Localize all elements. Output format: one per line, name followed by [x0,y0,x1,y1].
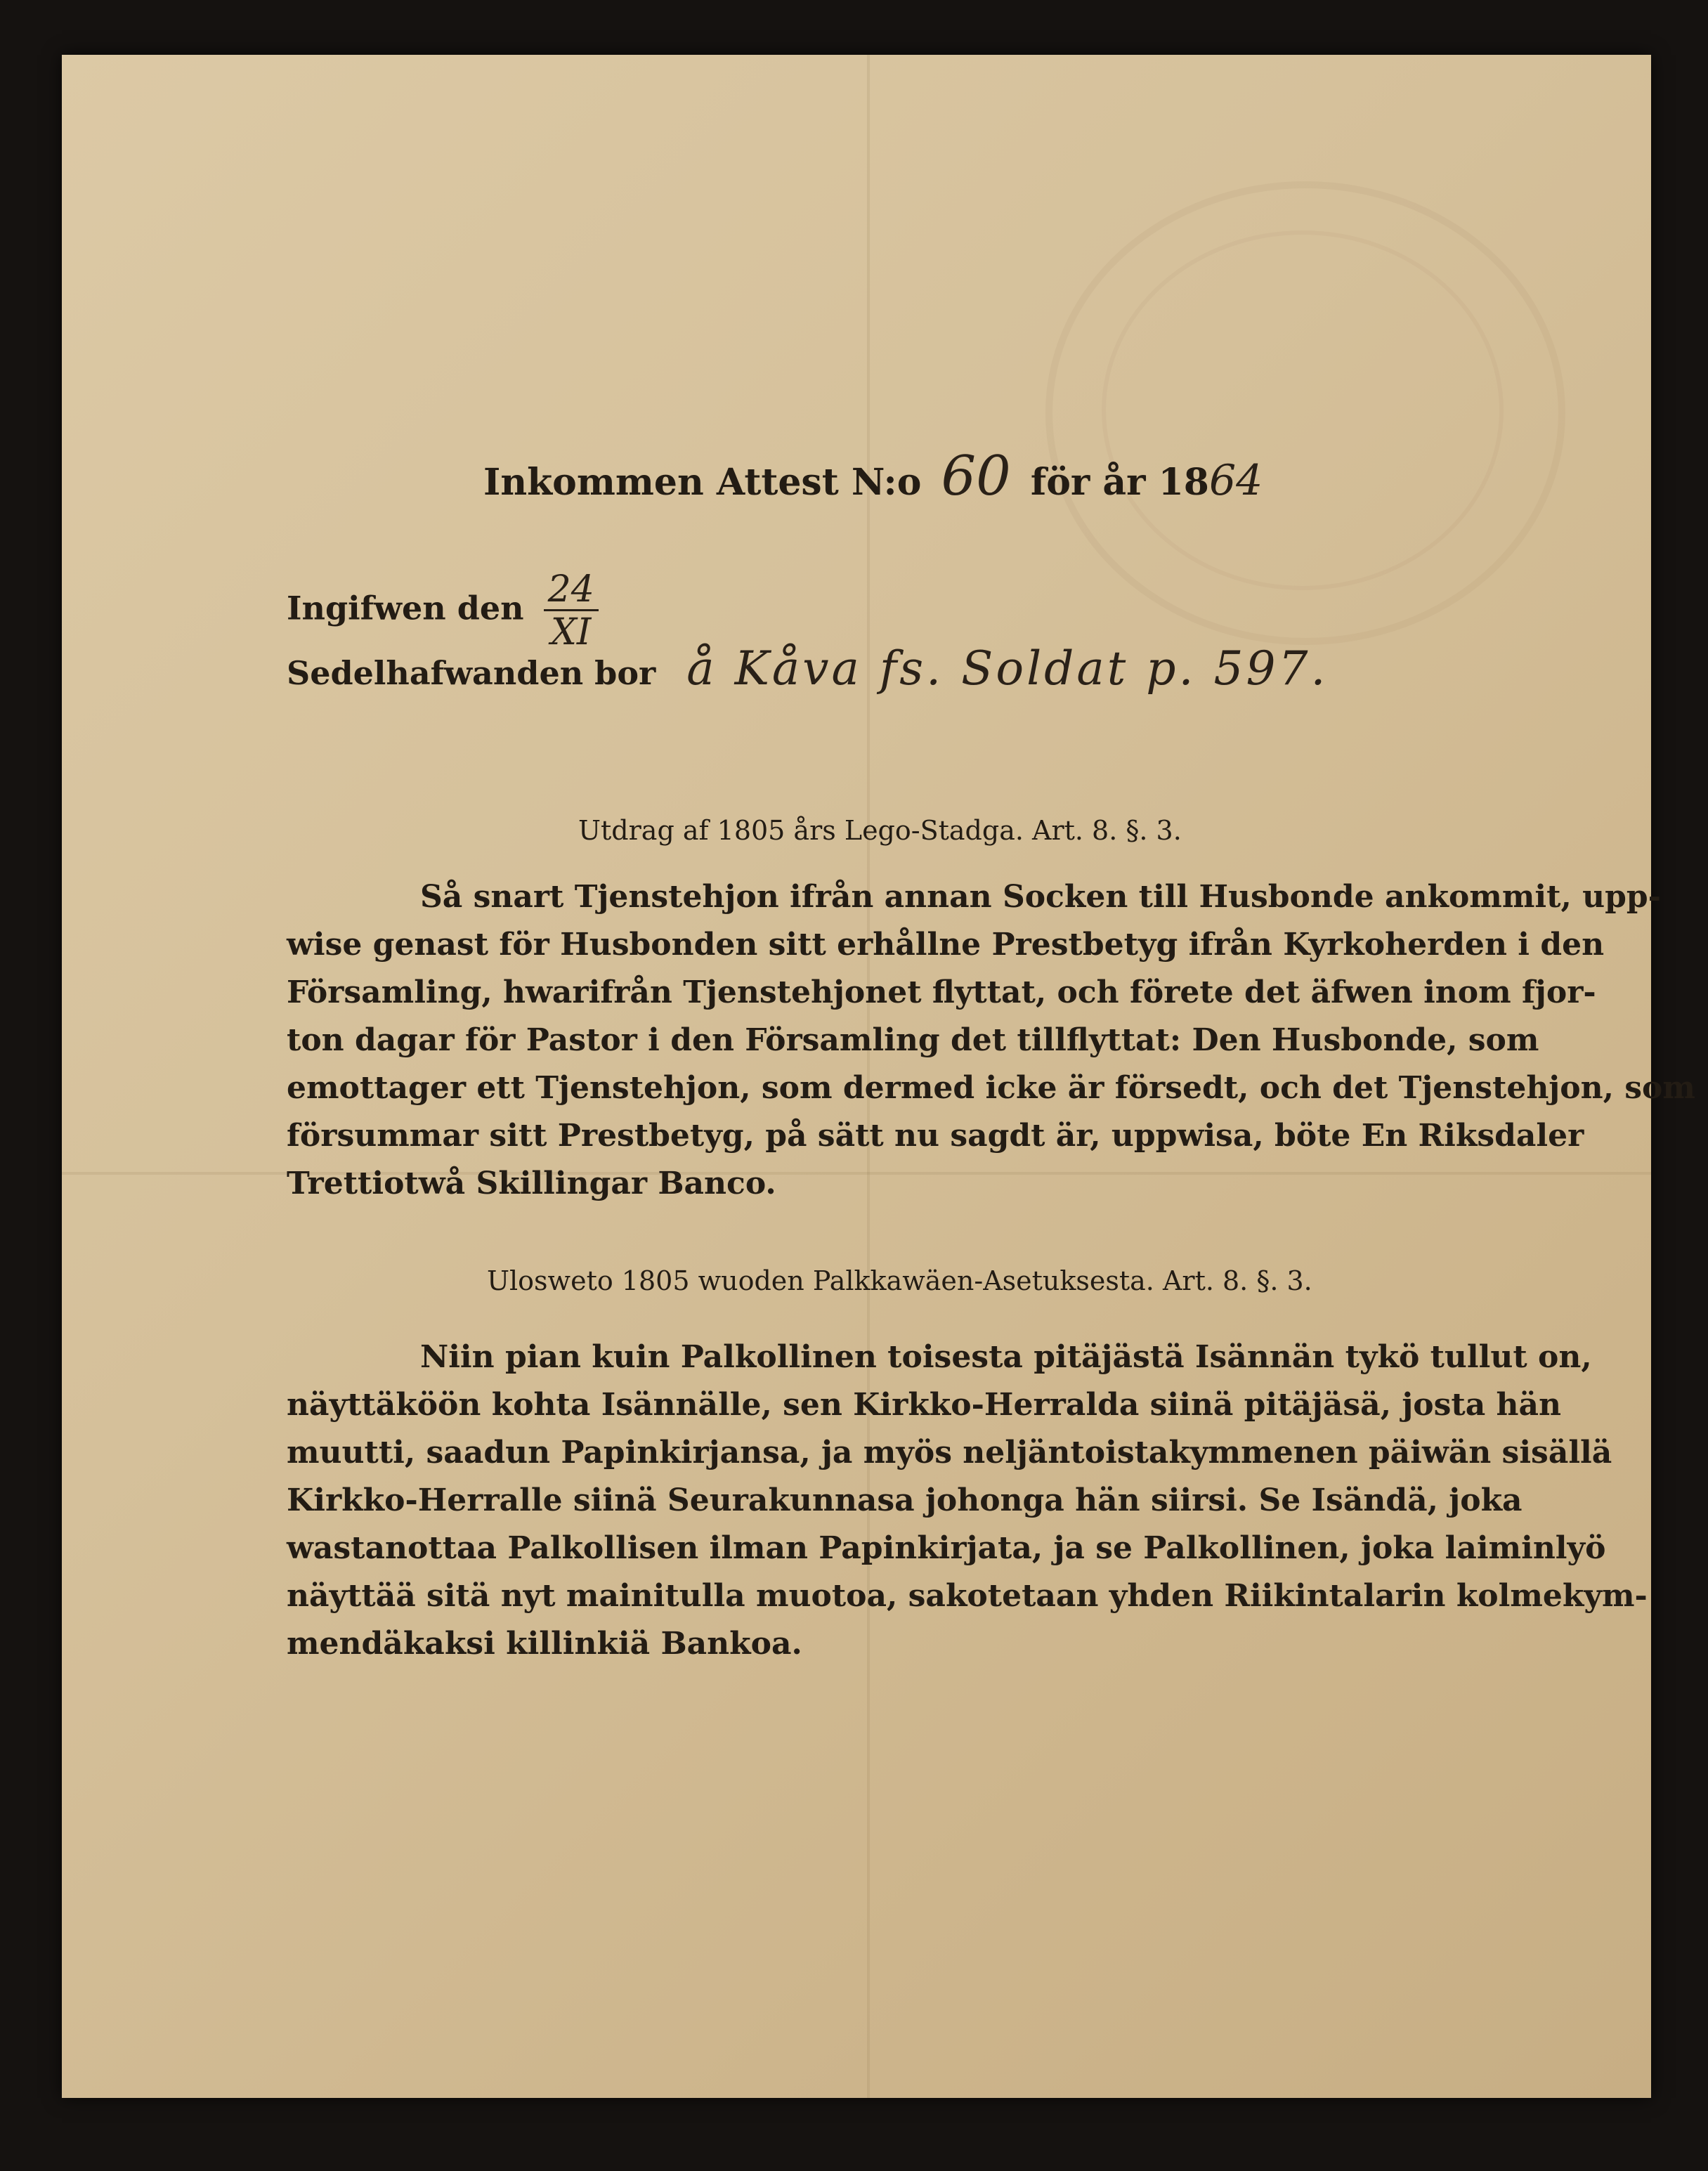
finnish-heading: Ulosweto 1805 wuoden Palkkawäen-Asetuksesta. Art. 8. §. 3. [487,1265,1312,1296]
sv-line: Trettiotwå Skillingar Banco. [287,1166,776,1201]
fi-line: mendäkaksi killinkiä Bankoa. [287,1626,802,1662]
title-prefix: Inkommen Attest N:o [483,461,922,504]
title-middle: för år 18 [1030,461,1209,504]
sv-line: wise genast för Husbonden sitt erhållne Prestbetyg ifrån Kyrkoherden i den [287,927,1605,963]
ingifwen-line [287,568,599,653]
ingifwen-date [544,568,599,653]
fi-line: näyttäköön kohta Isännälle, sen Kirkko-Herralda siinä pitäjäsä, josta hän [287,1387,1562,1423]
ingifwen-month: XI [550,611,592,653]
sv-line: ton dagar för Pastor i den Församling det tillflyttat: Den Husbonde, som [287,1022,1539,1058]
swedish-paragraph [287,873,1695,1208]
fi-line: wastanottaa Palkollisen ilman Papinkirjata, ja se Palkollinen, joka laiminlyö [287,1530,1606,1566]
document-page [62,55,1695,2098]
sv-line: försummar sitt Prestbetyg, på sätt nu sagdt är, uppwisa, böte En Riksdaler [287,1118,1584,1154]
title-number: 60 [941,445,1011,508]
sv-line: Församling, hwarifrån Tjenstehjonet flyttat, och förete det äfwen inom fjor- [287,974,1596,1010]
seal-inner-ring [1102,230,1504,590]
sedel-label: Sedelhafwanden bor [287,654,656,692]
ingifwen-label: Ingifwen den [287,589,524,627]
sv-line: emottager ett Tjenstehjon, som dermed icke är försedt, och det Tjenstehjon, som [287,1070,1695,1106]
fi-line: näyttää sitä nyt mainitulla muotoa, sakotetaan yhden Riikintalarin kolmekym- [287,1578,1648,1614]
fi-line: Niin pian kuin Palkollinen toisesta pitäjästä Isännän tykö tullut on, [420,1339,1592,1375]
finnish-paragraph [287,1334,1648,1668]
certificate-title [483,445,1326,508]
faded-seal-impression [1045,181,1565,645]
title-year-suffix: 64 [1208,456,1263,505]
sedel-value: å Kåva fs. Soldat p. 597. [686,641,1329,696]
ingifwen-day: 24 [544,571,599,611]
swedish-heading: Utdrag af 1805 års Lego-Stadga. Art. 8. §. 3. [578,815,1182,846]
fi-line: muutti, saadun Papinkirjansa, ja myös neljäntoistakymmenen päiwän sisällä [287,1435,1612,1471]
sedelhafwanden-line [287,641,1328,696]
fi-line: Kirkko-Herralle siinä Seurakunnasa johonga hän siirsi. Se Isändä, joka [287,1482,1523,1518]
sv-line: Så snart Tjenstehjon ifrån annan Socken till Husbonde ankommit, upp- [420,879,1661,915]
